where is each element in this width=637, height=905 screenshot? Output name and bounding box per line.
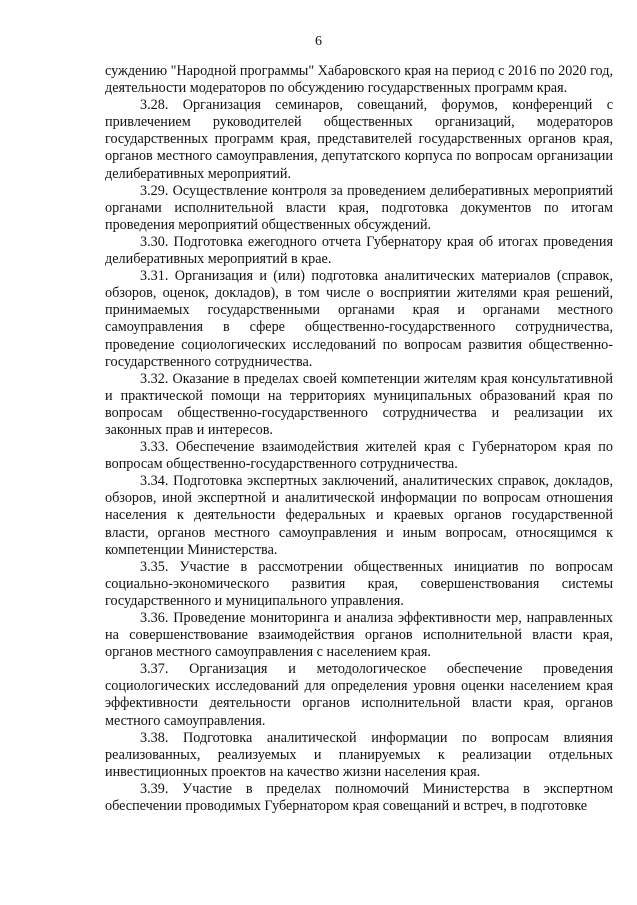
paragraph-3-32: 3.32. Оказание в пределах своей компетенции жителям края консультативной и практической помощи на территориях муниципальных образований края по вопросам общественно-государственного сотрудничества и реализации их законных прав и интересов.: [105, 370, 613, 438]
paragraph-3-35: 3.35. Участие в рассмотрении общественных инициатив по вопросам социально-экономического развития края, совершенствования системы государственного и муниципального управления.: [105, 558, 613, 609]
paragraph-3-33: 3.33. Обеспечение взаимодействия жителей края с Губернатором края по вопросам общественно-государственного сотрудничества.: [105, 439, 613, 473]
paragraph-3-39: 3.39. Участие в пределах полномочий Министерства в экспертном обеспечении проводимых Губернатором края совещаний и встреч, в подготовке: [105, 780, 613, 815]
paragraph-3-37: 3.37. Организация и методологическое обеспечение проведения социологических исследований для определения уровня оценки населением края эффективности деятельности органов исполнительной власти края, органов местного самоуправления.: [105, 661, 613, 729]
paragraph-3-30: 3.30. Подготовка ежегодного отчета Губернатору края об итогах проведения делиберативных мероприятий в крае.: [105, 233, 613, 268]
paragraph-3-28: 3.28. Организация семинаров, совещаний, форумов, конференций с привлечением руководителей общественных организаций, модераторов государственных программ края, представителей государственных органов края, органов местного самоуправления, депутатского корпуса по вопросам организации делиберативных мероприятий.: [105, 97, 613, 182]
paragraph-continuation: суждению "Народной программы" Хабаровского края на период с 2016 по 2020 год, деятельности модераторов по обсуждению государственных программ края.: [105, 63, 613, 97]
document-body: [105, 63, 613, 815]
paragraph-3-31: 3.31. Организация и (или) подготовка аналитических материалов (справок, обзоров, оценок, докладов), в том числе о восприятии жителями края решений, принимаемых государственными органами края и органами местного самоуправления в сфере общественно-государственного сотрудничества, проведение социологических исследований по вопросам развития общественно-государственного сотрудничества.: [105, 268, 613, 370]
paragraph-3-29: 3.29. Осуществление контроля за проведением делиберативных мероприятий органами исполнительной власти края, подготовка документов по итогам проведения мероприятий общественных обсуждений.: [105, 182, 613, 233]
page-number: 6: [315, 34, 322, 49]
paragraph-3-38: 3.38. Подготовка аналитической информации по вопросам влияния реализованных, реализуемых и планируемых к реализации отдельных инвестиционных проектов на качество жизни населения края.: [105, 729, 613, 780]
paragraph-3-34: 3.34. Подготовка экспертных заключений, аналитических справок, докладов, обзоров, иной экспертной и аналитической информации по вопросам отношения населения к деятельности федеральных и краевых органов государственной власти, органов местного самоуправления и иным вопросам, относящимся к компетенции Министерства.: [105, 473, 613, 558]
paragraph-3-36: 3.36. Проведение мониторинга и анализа эффективности мер, направленных на совершенствование взаимодействия органов исполнительной власти края, органов местного самоуправления с населением края.: [105, 610, 613, 661]
